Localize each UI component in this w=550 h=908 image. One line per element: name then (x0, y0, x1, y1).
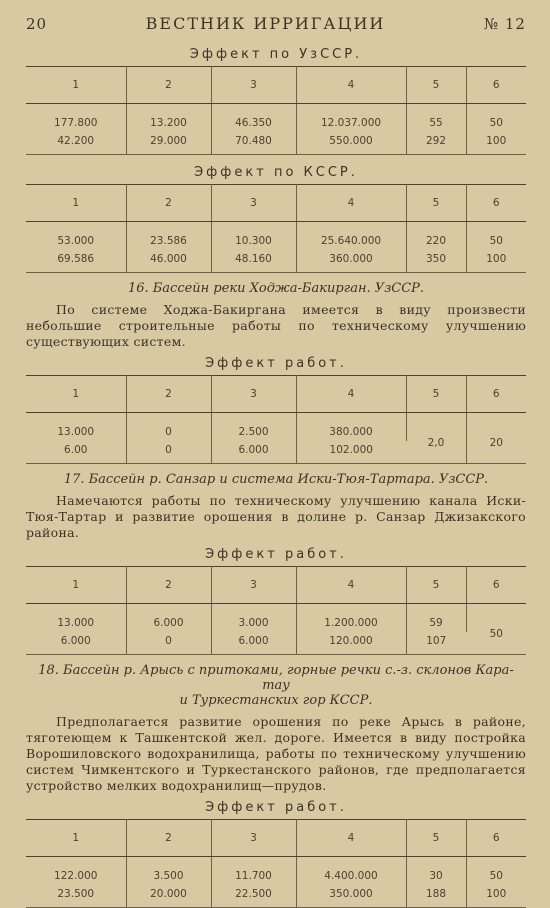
table-cell: 550.000 (296, 132, 406, 155)
table-caption-18: Эффект работ. (205, 800, 347, 815)
table-cell: 59 (406, 604, 466, 633)
table-cell: 46.000 (126, 250, 211, 273)
table-cell: 42.200 (26, 132, 126, 155)
table-cell: 220 (406, 222, 466, 251)
table-cell: 2.500 (211, 413, 296, 442)
table-cell: 102.000 (296, 441, 406, 464)
table-header-row (26, 820, 526, 857)
table-cell: 1.200.000 (296, 604, 406, 633)
column-header: 3 (211, 376, 296, 413)
column-header: 4 (296, 67, 406, 104)
section-18-text: Предполагается развитие орошения по реке Арысь в районе, тяготеющем к Ташкентской жел. дороге. Имеется в виду постройка Ворошиловского водохранилища, работы по техническому улучшению систем Чимкентского и Туркестанского районов, где предполагается устройство мелких водохранилищ—прудов. (26, 714, 526, 793)
column-header: 3 (211, 567, 296, 604)
column-header: 2 (126, 820, 211, 857)
section-18-title-line1: 18. Бассейн р. Арысь с притоками, горные речки с.-з. склонов Кара-тау (38, 663, 514, 693)
column-header: 5 (406, 185, 466, 222)
column-header: 5 (406, 376, 466, 413)
table-cell: 292 (406, 132, 466, 155)
table-cell: 177.800 (26, 104, 126, 133)
column-header: 6 (466, 185, 526, 222)
column-header: 2 (126, 567, 211, 604)
table-row (26, 632, 526, 655)
table-cell: 23.586 (126, 222, 211, 251)
running-head (26, 14, 526, 33)
column-header: 3 (211, 820, 296, 857)
table-cell: 3.500 (126, 857, 211, 886)
table-cell: 3.000 (211, 604, 296, 633)
table-cell: 6.00 (26, 441, 126, 464)
table-caption-uzssr: Эффект по УзССР. (189, 47, 363, 62)
table-cell: 29.000 (126, 132, 211, 155)
column-header: 6 (466, 376, 526, 413)
table-cell: 13.000 (26, 604, 126, 633)
table-row (26, 413, 526, 442)
table-cell: 30 (406, 857, 466, 886)
table-cell: 4.400.000 (296, 857, 406, 886)
effect-table-kssr (26, 184, 526, 273)
table-caption-17: Эффект работ. (205, 547, 347, 562)
column-header: 6 (466, 67, 526, 104)
table-cell: 188 (406, 885, 466, 908)
table-cell: 12.037.000 (296, 104, 406, 133)
table-cell: 6.000 (211, 632, 296, 655)
table-caption-kssr: Эффект по КССР. (194, 165, 358, 180)
table-cell: 23.500 (26, 885, 126, 908)
column-header: 6 (466, 820, 526, 857)
column-header: 3 (211, 67, 296, 104)
effect-table-18 (26, 819, 526, 908)
table-cell: 13.200 (126, 104, 211, 133)
section-16-title: 16. Бассейн реки Ходжа-Бакирган. УзССР. (127, 281, 425, 296)
section-17-text: Намечаются работы по техническому улучшению канала Иски-Тюя-Тартар и развитие орошения в долине р. Санзар Джизакского района. (26, 493, 526, 540)
table-cell: 122.000 (26, 857, 126, 886)
table-cell: 69.586 (26, 250, 126, 273)
table-row (26, 104, 526, 133)
section-18-title (26, 663, 526, 708)
table-cell: 6.000 (126, 604, 211, 633)
table-header-row (26, 67, 526, 104)
column-header: 2 (126, 185, 211, 222)
table-cell: 70.480 (211, 132, 296, 155)
table-cell: 46.350 (211, 104, 296, 133)
table-cell: 100 (466, 132, 526, 155)
table-cell: 22.500 (211, 885, 296, 908)
column-header: 4 (296, 567, 406, 604)
column-header: 1 (26, 376, 126, 413)
table-header-row (26, 376, 526, 413)
table-cell: 0 (126, 441, 211, 464)
table-cell: 6.000 (211, 441, 296, 464)
table-cell: 48.160 (211, 250, 296, 273)
column-header: 1 (26, 567, 126, 604)
table-cell: 50 (466, 604, 526, 655)
table-cell: 55 (406, 104, 466, 133)
table-cell: 53.000 (26, 222, 126, 251)
column-header: 1 (26, 67, 126, 104)
page-number: 20 (26, 15, 48, 33)
table-cell: 20 (466, 413, 526, 464)
table-cell: 380.000 (296, 413, 406, 442)
table-cell: 360.000 (296, 250, 406, 273)
table-row (26, 857, 526, 886)
table-header-row (26, 185, 526, 222)
column-header: 2 (126, 67, 211, 104)
table-row (26, 132, 526, 155)
section-18-title-line2: и Туркестанских гор КССР. (179, 693, 373, 708)
table-cell: 100 (466, 250, 526, 273)
column-header: 6 (466, 567, 526, 604)
effect-table-16 (26, 375, 526, 464)
table-cell: 350 (406, 250, 466, 273)
table-caption-16: Эффект работ. (205, 356, 347, 371)
table-cell: 50 (489, 235, 503, 247)
table-cell: 2,0 (406, 413, 466, 464)
column-header: 5 (406, 67, 466, 104)
table-cell: 6.000 (26, 632, 126, 655)
column-header: 5 (406, 567, 466, 604)
table-cell: 25.640.000 (296, 222, 406, 251)
table-row (26, 604, 526, 633)
table-cell: 100 (466, 885, 526, 908)
column-header: 3 (211, 185, 296, 222)
table-row (26, 250, 526, 273)
effect-table-uzssr (26, 66, 526, 155)
column-header: 4 (296, 820, 406, 857)
section-17-title: 17. Бассейн р. Санзар и система Иски-Тюя-Тартара. УзССР. (63, 472, 489, 487)
table-cell: 120.000 (296, 632, 406, 655)
table-cell: 20.000 (126, 885, 211, 908)
table-cell: 50 (489, 117, 503, 129)
table-cell: 350.000 (296, 885, 406, 908)
table-row (26, 885, 526, 908)
issue-number: № 12 (483, 15, 526, 33)
column-header: 4 (296, 185, 406, 222)
column-header: 5 (406, 820, 466, 857)
table-cell: 50 (489, 870, 503, 882)
table-row (26, 222, 526, 251)
column-header: 4 (296, 376, 406, 413)
table-cell: 11.700 (211, 857, 296, 886)
column-header: 1 (26, 820, 126, 857)
table-cell: 13.000 (26, 413, 126, 442)
column-header: 2 (126, 376, 211, 413)
section-16-text: По системе Ходжа-Бакиргана имеется в виду произвести небольшие строительные работы по техническому улучшению существующих систем. (26, 302, 526, 349)
table-cell: 0 (126, 632, 211, 655)
table-cell: 107 (406, 632, 466, 655)
journal-title: ВЕСТНИК ИРРИГАЦИИ (145, 14, 386, 33)
table-header-row (26, 567, 526, 604)
column-header: 1 (26, 185, 126, 222)
table-cell: 0 (126, 413, 211, 442)
effect-table-17 (26, 566, 526, 655)
table-cell: 10.300 (211, 222, 296, 251)
